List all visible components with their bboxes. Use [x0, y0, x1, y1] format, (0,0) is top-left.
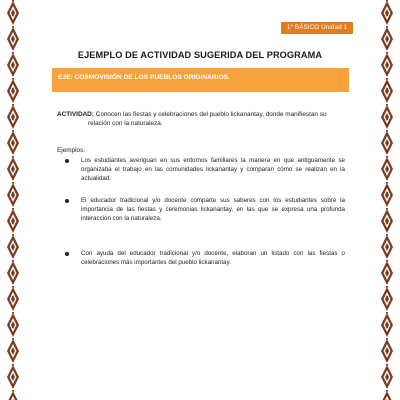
bullet-icon: [65, 199, 69, 203]
bullet-icon: [65, 159, 69, 163]
actividad-text-line2: relación con la naturaleza.: [88, 120, 163, 127]
decorative-border-left: [6, 0, 20, 400]
eje-text: EJE: COSMOVISIÓN DE LOS PUEBLOS ORIGINARIOS.: [58, 74, 230, 81]
page-title: EJEMPLO DE ACTIVIDAD SUGERIDA DEL PROGRAMA: [77, 50, 323, 60]
example-item-1: Los estudiantes averiguan en sus entornos familiares la manera en que antiguamente se organizaba el trabajo en las comunidades lickanantay y comparan cómo se realizan en la actualidad.: [81, 157, 345, 182]
example-item-3: Con ayuda del educador tradicional y/o docente, elaboran un listado con las fiestas o celebraciones más importantes del pueblo lickanantay.: [81, 250, 345, 266]
actividad-text-line1: Conocen las fiestas y celebraciones del pueblo lickanantay, donde manifiestan su: [93, 111, 327, 118]
actividad-block: [57, 110, 347, 128]
ejemplos-heading: Ejemplos:: [57, 147, 86, 154]
grade-unit-badge: 1° BÁSICO Unidad 1: [281, 22, 353, 34]
example-item-2: El educador tradicional y/o docente comparte sus saberes con los estudiantes sobre la importancia de las fiestas y ceremonias lickanantay, en las que se expresa una profunda interacción con la naturaleza.: [81, 197, 345, 222]
eje-banner: [52, 68, 349, 92]
actividad-label: ACTIVIDAD:: [57, 111, 94, 118]
decorative-border-right: [380, 0, 394, 400]
bullet-icon: [65, 252, 69, 256]
